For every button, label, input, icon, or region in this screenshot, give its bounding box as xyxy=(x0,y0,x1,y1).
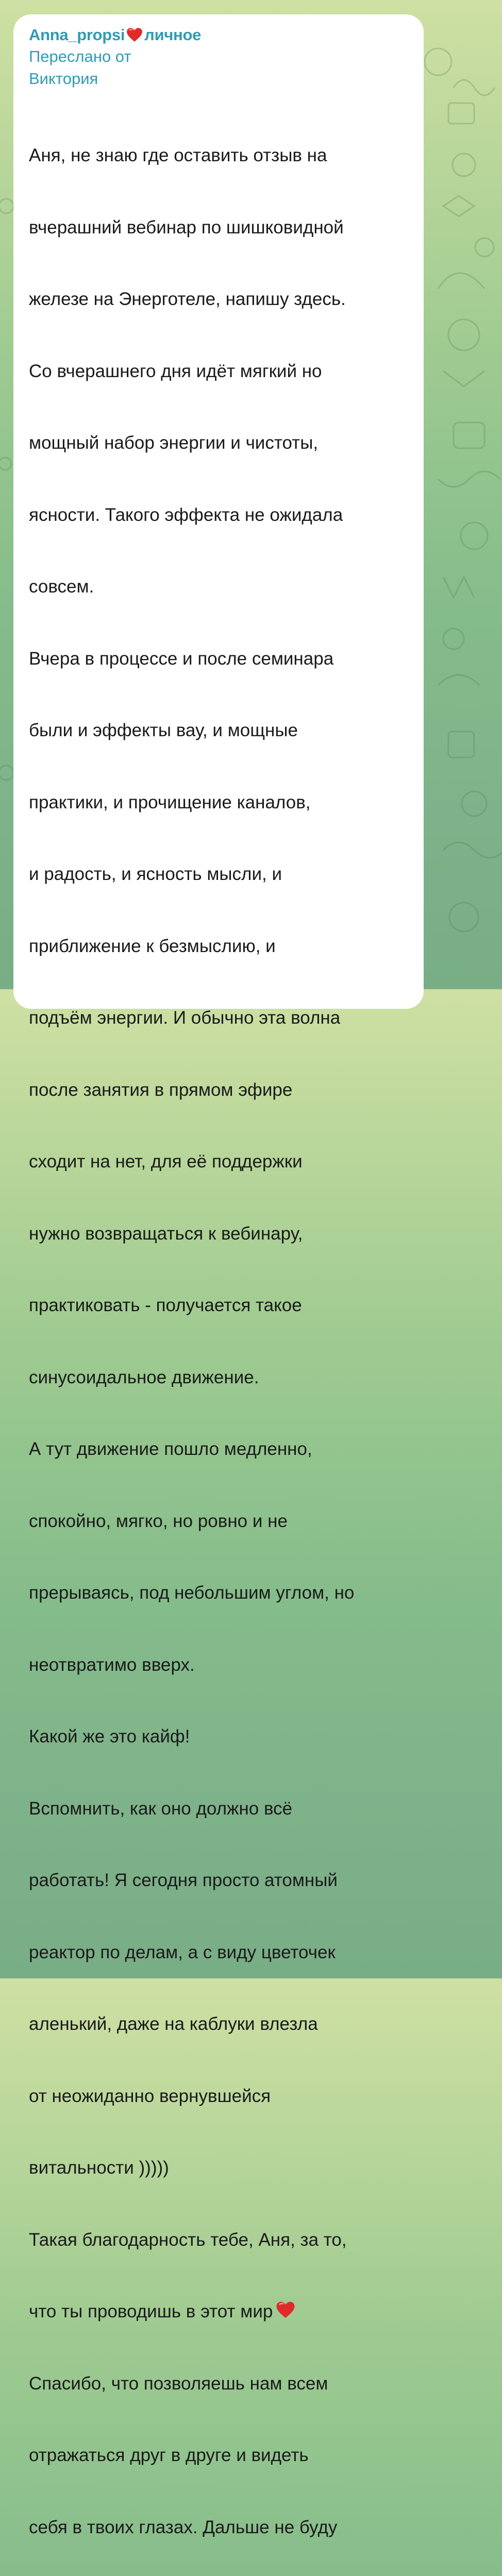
forwarded-label: Переслано от xyxy=(29,47,131,65)
message-line: реактор по делам, а с виду цветочек xyxy=(29,1942,336,1962)
message-line: А тут движение пошло медленно, xyxy=(29,1439,312,1459)
message-line: были и эффекты вау, и мощные xyxy=(29,720,298,740)
message-line: сходит на нет, для её поддержки xyxy=(29,1151,303,1172)
message-line: Какой же это кайф! xyxy=(29,1726,190,1747)
message-line-with-heart xyxy=(29,2300,409,2324)
message-line: спокойно, мягко, но ровно и не xyxy=(29,1511,288,1531)
message-line: вчерашний вебинар по шишковидной xyxy=(29,217,344,238)
heart-icon xyxy=(275,2300,296,2320)
message-line: практики, и прочищение каналов, xyxy=(29,792,311,812)
message-line: мощный набор энергии и чистоты, xyxy=(29,433,319,453)
message-line: совсем. xyxy=(29,577,94,597)
message-line: Со вчерашнего дня идёт мягкий но xyxy=(29,361,322,381)
message-line: и радость, и ясность мысли, и xyxy=(29,864,282,884)
message-line: отражаться друг в друге и видеть xyxy=(29,2445,309,2465)
message-line: витальности ))))) xyxy=(29,2158,169,2178)
message-line: работать! Я сегодня просто атомный xyxy=(29,1870,338,1890)
sender-name-part1: Anna_propsi xyxy=(29,26,125,44)
message-line: подъём энергии. И обычно эта волна xyxy=(29,1008,341,1028)
message-line: Такая благодарность тебе, Аня, за то, xyxy=(29,2229,347,2250)
message-line: приближение к безмыслию, и xyxy=(29,936,276,956)
message-line: прерываясь, под небольшим углом, но xyxy=(29,1583,355,1603)
message-line: Вспомнить, как оно должно всё xyxy=(29,1798,293,1819)
message-line-text: что ты проводишь в этот мир xyxy=(29,2301,273,2321)
message-line: ясности. Такого эффекта не ожидала xyxy=(29,504,343,525)
message-line: железе на Энерготеле, напишу здесь. xyxy=(29,289,346,309)
message-line: неотвратимо вверх. xyxy=(29,1654,195,1675)
message-line: практиковать - получается такое xyxy=(29,1295,302,1315)
message-line: после занятия в прямом эфире xyxy=(29,1079,293,1100)
message-line: Вчера в процессе и после семинара xyxy=(29,648,334,669)
message-line: Спасибо, что позволяешь нам всем xyxy=(29,2373,328,2394)
heart-icon xyxy=(126,26,143,44)
sender-name[interactable] xyxy=(29,25,409,45)
message-line: от неожиданно вернувшейся xyxy=(29,2086,271,2106)
message-line: синусоидальное движение. xyxy=(29,1367,259,1387)
message-text xyxy=(29,96,409,2576)
message-line: себя в твоих глазах. Дальше не буду xyxy=(29,2517,338,2537)
message-line: нужно возвращаться к вебинару, xyxy=(29,1223,303,1244)
sender-name-part2: личное xyxy=(144,26,202,44)
message-line: Аня, не знаю где оставить отзыв на xyxy=(29,145,327,165)
forwarded-from-name[interactable]: Виктория xyxy=(29,70,98,88)
message-line: аленький, даже на каблуки влезла xyxy=(29,2014,318,2034)
forwarded-message-bubble[interactable] xyxy=(13,14,424,2537)
